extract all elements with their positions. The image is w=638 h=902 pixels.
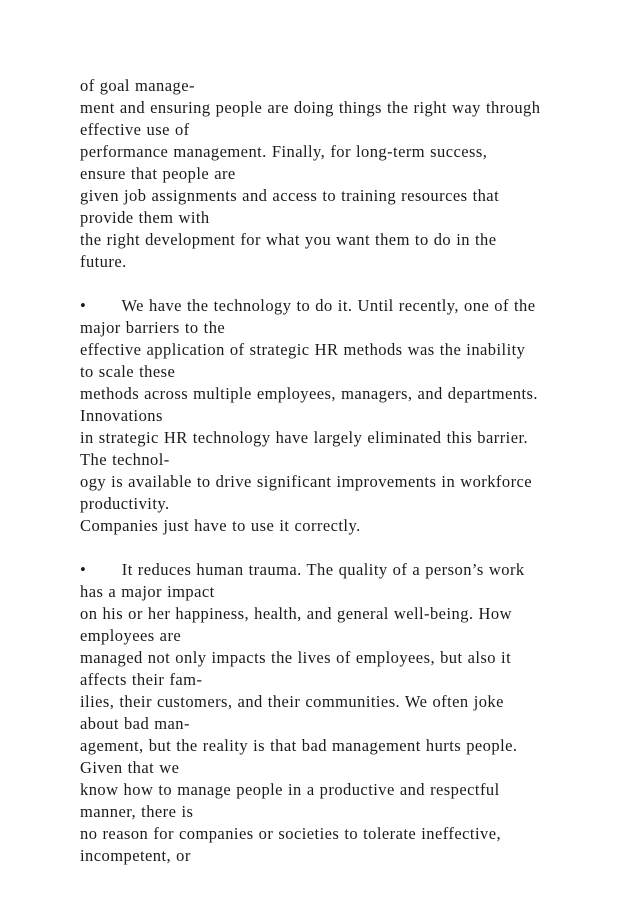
text-line: performance management. Finally, for long-term success, [80, 142, 488, 161]
text-line: ogy is available to drive significant improvements in workforce [80, 472, 533, 491]
text-line: ilies, their customers, and their communities. We often joke [80, 692, 504, 711]
text-line: employees are [80, 626, 182, 645]
text-line: manner, there is [80, 802, 194, 821]
document-page [80, 75, 620, 867]
paragraph-gap [80, 273, 620, 295]
text-line: • We have the technology to do it. Until recently, one of the [80, 296, 536, 315]
bullet-technology [80, 295, 620, 537]
text-line: agement, but the reality is that bad management hurts people. [80, 736, 518, 755]
text-line: given job assignments and access to training resources that [80, 186, 500, 205]
text-line: effective application of strategic HR methods was the inability [80, 340, 526, 359]
text-line: Companies just have to use it correctly. [80, 516, 361, 535]
text-line: Innovations [80, 406, 163, 425]
text-line: Given that we [80, 758, 180, 777]
text-line: of goal manage- [80, 76, 195, 95]
text-line: the right development for what you want them to do in the [80, 230, 497, 249]
text-line: • It reduces human trauma. The quality of a person’s work [80, 560, 525, 579]
text-line: The technol- [80, 450, 170, 469]
text-line: future. [80, 252, 127, 271]
text-line: methods across multiple employees, managers, and departments. [80, 384, 538, 403]
text-line: about bad man- [80, 714, 190, 733]
paragraph-goal-management [80, 75, 620, 273]
paragraph-gap [80, 537, 620, 559]
text-line: provide them with [80, 208, 210, 227]
text-line: ment and ensuring people are doing things the right way through [80, 98, 541, 117]
text-line: major barriers to the [80, 318, 226, 337]
text-line: no reason for companies or societies to tolerate ineffective, [80, 824, 502, 843]
text-line: incompetent, or [80, 846, 191, 865]
text-line: to scale these [80, 362, 176, 381]
text-line: in strategic HR technology have largely eliminated this barrier. [80, 428, 529, 447]
text-line: know how to manage people in a productive and respectful [80, 780, 500, 799]
text-line: managed not only impacts the lives of employees, but also it [80, 648, 512, 667]
text-line: affects their fam- [80, 670, 203, 689]
bullet-human-trauma [80, 559, 620, 867]
text-line: ensure that people are [80, 164, 236, 183]
text-line: on his or her happiness, health, and general well-being. How [80, 604, 512, 623]
text-line: effective use of [80, 120, 190, 139]
text-line: has a major impact [80, 582, 215, 601]
text-line: productivity. [80, 494, 170, 513]
